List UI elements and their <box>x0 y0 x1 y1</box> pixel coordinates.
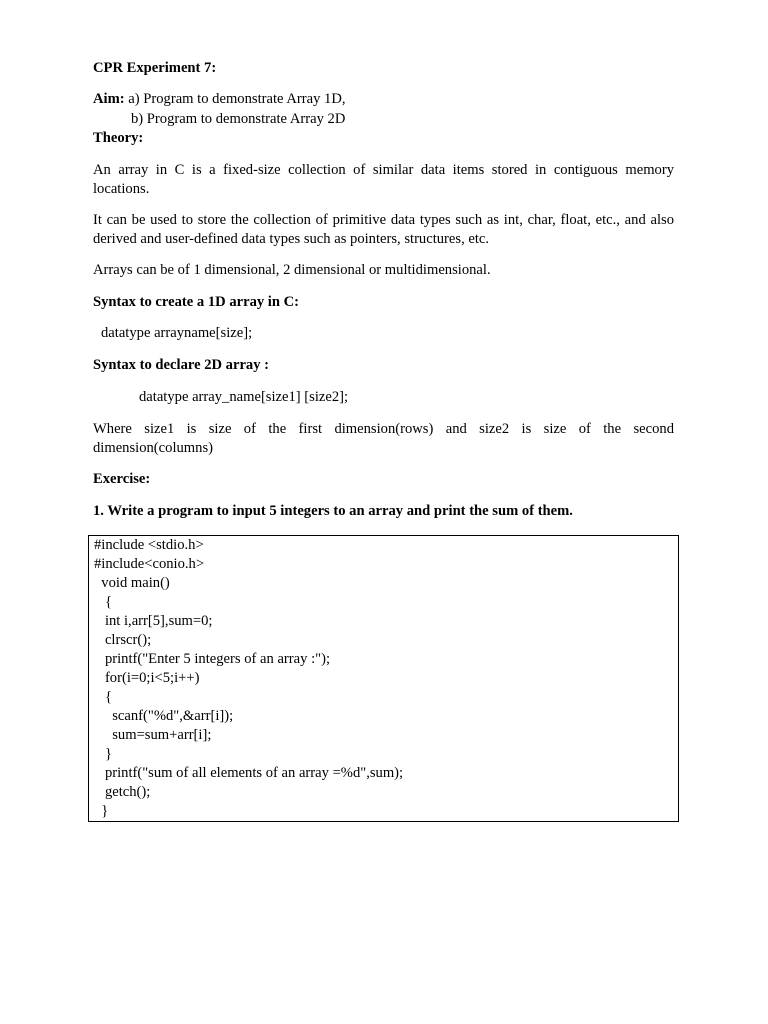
code-line: printf("sum of all elements of an array =%d",sum); <box>94 765 404 781</box>
code-line: clrscr(); <box>94 632 152 648</box>
code-line: sum=sum+arr[i]; <box>94 727 212 743</box>
theory-paragraph-2: It can be used to store the collection of primitive data types such as int, char, float, etc., and also derived and user-defined data types such as pointers, structures, etc. <box>93 212 674 247</box>
question-1: 1. Write a program to input 5 integers to an array and print the sum of them. <box>93 503 573 519</box>
theory-paragraph-1: An array in C is a fixed-size collection of similar data items stored in contiguous memory locations. <box>93 162 674 197</box>
aim-item-a: a) Program to demonstrate Array 1D, <box>128 91 346 107</box>
code-line: int i,arr[5],sum=0; <box>94 613 213 629</box>
code-line: { <box>94 594 112 610</box>
code-line: #include <stdio.h> <box>94 537 204 553</box>
where-paragraph: Where size1 is size of the first dimension(rows) and size2 is size of the second dimension(columns) <box>93 421 674 456</box>
code-line: getch(); <box>94 784 151 800</box>
code-block <box>88 535 679 822</box>
code-line: { <box>94 689 112 705</box>
experiment-heading: CPR Experiment 7: <box>93 60 217 76</box>
syntax-2d-code: datatype array_name[size1] [size2]; <box>139 389 349 405</box>
aim-label: Aim: <box>93 91 125 107</box>
exercise-heading: Exercise: <box>93 471 151 487</box>
aim-item-b: b) Program to demonstrate Array 2D <box>131 111 346 127</box>
theory-paragraph-3: Arrays can be of 1 dimensional, 2 dimensional or multidimensional. <box>93 262 491 278</box>
code-line: scanf("%d",&arr[i]); <box>94 708 234 724</box>
code-line: printf("Enter 5 integers of an array :"); <box>94 651 331 667</box>
code-line: for(i=0;i<5;i++) <box>94 670 200 686</box>
theory-heading: Theory: <box>93 130 144 146</box>
code-line: #include<conio.h> <box>94 556 205 572</box>
aim-line-1 <box>93 90 346 109</box>
syntax-2d-heading: Syntax to declare 2D array : <box>93 357 270 373</box>
syntax-1d-heading: Syntax to create a 1D array in C: <box>93 294 300 310</box>
code-line: } <box>94 803 109 819</box>
code-line: } <box>94 746 112 762</box>
code-line: void main() <box>94 575 170 591</box>
syntax-1d-code: datatype arrayname[size]; <box>101 325 253 341</box>
